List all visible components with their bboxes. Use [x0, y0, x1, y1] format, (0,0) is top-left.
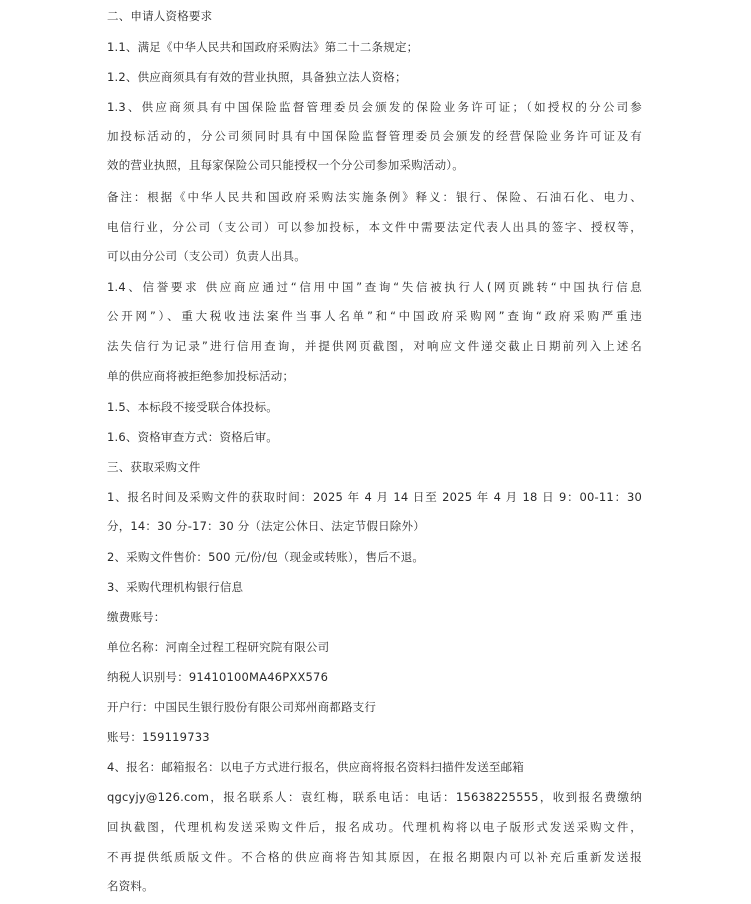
requirement-1-2: 1.2、供应商须具有有效的营业执照，具备独立法人资格； [107, 70, 407, 84]
account-label: 缴费账号： [107, 610, 166, 624]
bank-name: 开户行：中国民生银行股份有限公司郑州商都路支行 [107, 700, 377, 714]
procurement-item-4-line: 4、报名：邮箱报名：以电子方式进行报名，供应商将报名资料扫描件发送至邮箱 [107, 760, 525, 774]
requirement-1-3-line: 效的营业执照，且每家保险公司只能授权一个分公司参加采购活动）。 [107, 158, 464, 172]
note-line: 备注：根据《中华人民共和国政府采购法实施条例》释义：银行、保险、石油石化、电力、 [107, 190, 642, 204]
requirement-1-5: 1.5、本标段不接受联合体投标。 [107, 400, 278, 414]
requirement-1-1: 1.1、满足《中华人民共和国政府采购法》第二十二条规定； [107, 40, 419, 54]
account-number: 账号：159119733 [107, 730, 210, 744]
procurement-item-4-line: 名资料。 [107, 879, 154, 893]
procurement-item-2: 2、采购文件售价：500 元/份/包（现金或转账），售后不退。 [107, 550, 425, 564]
procurement-item-4-line: 不再提供纸质版文件。不合格的供应商将告知其原因，在报名期限内可以补充后重新发送报 [107, 850, 642, 864]
requirement-1-4-line: 单的供应商将被拒绝参加投标活动； [107, 369, 295, 383]
requirement-1-4-line: 公开网”）、重大税收违法案件当事人名单”和“中国政府采购网”查询“政府采购严重违 [107, 309, 642, 323]
requirement-1-6: 1.6、资格审查方式：资格后审。 [107, 430, 278, 444]
procurement-item-4-line: qgcyjy@126.com，报名联系人：袁红梅，联系电话：电话：15638225555，收到报名费缴纳 [107, 790, 642, 804]
requirement-1-3-line: 加投标活动的，分公司须同时具有中国保险监督管理委员会颁发的经营保险业务许可证及有 [107, 129, 642, 143]
section-heading-qualifications: 二、申请人资格要求 [107, 9, 213, 23]
procurement-item-1-line: 分，14：30 分-17：30 分（法定公休日、法定节假日除外） [107, 519, 425, 533]
requirement-1-4-line: 1.4、信誉要求 供应商应通过“信用中国”查询“失信被执行人(网页跳转“中国执行信息 [107, 280, 642, 294]
tax-id: 纳税人识别号：91410100MA46PXX576 [107, 670, 329, 684]
procurement-item-4-line: 回执截图，代理机构发送采购文件后，报名成功。代理机构将以电子版形式发送采购文件， [107, 820, 642, 834]
note-line: 可以由分公司（支公司）负责人出具。 [107, 249, 306, 263]
section-heading-procurement-docs: 三、获取采购文件 [107, 460, 201, 474]
requirement-1-4-line: 法失信行为记录”进行信用查询，并提供网页截图，对响应文件递交截止日期前列入上述名 [107, 339, 642, 353]
requirement-1-3-line: 1.3、供应商须具有中国保险监督管理委员会颁发的保险业务许可证；（如授权的分公司参 [107, 100, 642, 114]
procurement-item-3: 3、采购代理机构银行信息 [107, 580, 244, 594]
note-line: 电信行业，分公司（支公司）可以参加投标，本文件中需要法定代表人出具的签字、授权等， [107, 220, 642, 234]
procurement-item-1-line: 1、报名时间及采购文件的获取时间：2025 年 4 月 14 日至 2025 年 4 月 18 日 9：00-11：30 [107, 490, 642, 504]
company-name: 单位名称：河南全过程工程研究院有限公司 [107, 640, 330, 654]
